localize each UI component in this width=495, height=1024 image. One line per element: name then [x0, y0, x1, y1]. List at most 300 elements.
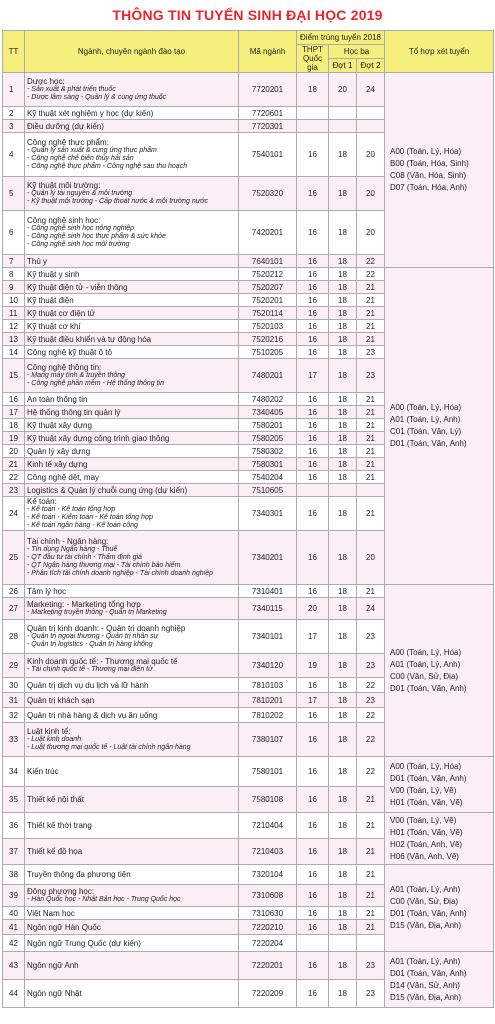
row-major-name: An toàn thông tin — [27, 394, 88, 404]
row-major — [25, 693, 239, 708]
row-dot2: 22 — [357, 708, 385, 723]
row-major — [25, 813, 239, 839]
row-major-name: Truyền thông đa phương tiện — [27, 870, 131, 879]
row-major-sub: - Công nghệ sinh học thực phẩm & sức khỏe — [27, 233, 166, 240]
row-dot2: 20 — [357, 133, 385, 177]
row-major — [25, 445, 239, 458]
row-tt: 25 — [3, 531, 25, 585]
row-major-name: Quản trị kinh doanh: - Quản trị doanh nghiệp — [27, 624, 186, 633]
row-tt: 26 — [3, 585, 25, 598]
row-thpt: 17 — [297, 620, 329, 654]
row-code: 7810202 — [239, 708, 297, 723]
row-dot1: 18 — [329, 885, 357, 907]
row-tt: 29 — [3, 654, 25, 678]
row-tt: 36 — [3, 813, 25, 839]
row-major-sub: - Hàn Quốc học - Nhật Bản học - Trung Quốc học — [27, 896, 181, 903]
combo-line: H01 (Toán, Văn, Vẽ) — [390, 797, 463, 807]
row-thpt — [297, 484, 329, 497]
row-dot2: 23 — [357, 980, 385, 1008]
row-tt: 27 — [3, 598, 25, 620]
row-dot1: 18 — [329, 980, 357, 1008]
row-dot2: 20 — [357, 177, 385, 211]
row-dot1: 18 — [329, 531, 357, 585]
row-tt: 44 — [3, 980, 25, 1008]
row-code: 7580205 — [239, 432, 297, 445]
row-tt: 35 — [3, 787, 25, 813]
row-tt: 32 — [3, 708, 25, 723]
row-code: 7720301 — [239, 120, 297, 133]
row-thpt: 16 — [297, 885, 329, 907]
row-dot1: 18 — [329, 419, 357, 432]
header-dot2: Đợt 2 — [357, 59, 385, 73]
row-major-sub: - Công nghệ sinh học môi trường — [27, 241, 130, 248]
row-major — [25, 497, 239, 531]
row-dot1: 18 — [329, 708, 357, 723]
row-code: 7580108 — [239, 787, 297, 813]
row-major-name: Logistics & Quản lý chuỗi cung ứng (dự kiến) — [27, 485, 188, 495]
header-major: Ngành, chuyên ngành đào tạo — [25, 31, 239, 73]
row-dot2: 21 — [357, 839, 385, 865]
row-thpt: 16 — [297, 723, 329, 757]
row-dot1: 18 — [329, 865, 357, 885]
row-tt: 43 — [3, 952, 25, 980]
row-dot2: 21 — [357, 585, 385, 598]
row-dot2: 22 — [357, 268, 385, 281]
row-thpt: 16 — [297, 531, 329, 585]
combo-line: D01 (Toán, Văn, Anh) — [390, 909, 467, 918]
row-dot1: 18 — [329, 268, 357, 281]
row-dot2: 23 — [357, 359, 385, 393]
row-major-name: Ngôn ngữ Hàn Quốc — [27, 922, 101, 932]
row-dot1: 18 — [329, 952, 357, 980]
row-code: 7580301 — [239, 458, 297, 471]
combo-line: A01 (Toán, Lý, Anh) — [390, 885, 461, 894]
row-tt: 38 — [3, 865, 25, 885]
table-row — [3, 865, 494, 885]
row-major-sub: - Kế toán - Kiểm toán - Kế toán tổng hợp — [27, 514, 154, 521]
row-dot1: 18 — [329, 813, 357, 839]
combo-line: D15 (Văn, Địa, Anh) — [390, 992, 462, 1002]
row-dot2: 21 — [357, 813, 385, 839]
row-code: 7520216 — [239, 333, 297, 346]
row-major-name: Kinh tế xây dựng — [27, 459, 88, 469]
row-code: 7810201 — [239, 693, 297, 708]
row-dot2: 21 — [357, 497, 385, 531]
row-major-name: Kỹ thuật điện — [27, 295, 74, 305]
row-code: 7480202 — [239, 393, 297, 406]
row-thpt: 16 — [297, 757, 329, 787]
combo-line: D14 (Văn, Sử, Anh) — [390, 980, 460, 990]
row-major-sub: - Tài chính quốc tế - Thương mại điện tử — [27, 666, 153, 673]
row-dot1: 18 — [329, 757, 357, 787]
row-major — [25, 294, 239, 307]
row-code: 7220204 — [239, 935, 297, 952]
row-major — [25, 531, 239, 585]
row-major — [25, 654, 239, 678]
row-thpt: 20 — [297, 598, 329, 620]
row-tt: 9 — [3, 281, 25, 294]
row-tt: 5 — [3, 177, 25, 211]
row-dot2: 21 — [357, 406, 385, 419]
row-dot1: 18 — [329, 620, 357, 654]
row-major — [25, 406, 239, 419]
header-thpt: THPT Quốc gia — [297, 45, 329, 73]
row-tt: 15 — [3, 359, 25, 393]
row-dot2: 21 — [357, 471, 385, 484]
row-dot2: 22 — [357, 757, 385, 787]
row-major-sub: - QT đầu tư tài chính - Thẩm định giá — [27, 554, 142, 561]
row-dot1: 18 — [329, 294, 357, 307]
row-major-sub: - Luật thương mại quốc tế - Luật tài chính ngân hàng — [27, 744, 191, 751]
row-code: 7510205 — [239, 346, 297, 359]
row-dot1: 18 — [329, 307, 357, 320]
row-thpt: 16 — [297, 133, 329, 177]
row-major-name: Thiết kế thời trang — [27, 821, 92, 830]
row-code: 7340120 — [239, 654, 297, 678]
row-major-sub: - Công nghệ thực phẩm - Công nghệ sau thu hoạch — [27, 163, 188, 170]
row-dot1: 18 — [329, 787, 357, 813]
row-dot1: 18 — [329, 133, 357, 177]
row-thpt: 16 — [297, 839, 329, 865]
row-dot1 — [329, 484, 357, 497]
combo-line: C01 (Toán, Văn, Lý) — [390, 427, 462, 436]
combo-line: H01 (Toán, Văn, Vẽ) — [390, 827, 463, 837]
row-code: 7520103 — [239, 320, 297, 333]
row-dot2: 21 — [357, 294, 385, 307]
row-dot2: 24 — [357, 598, 385, 620]
row-tt: 6 — [3, 211, 25, 255]
row-code: 7420201 — [239, 211, 297, 255]
header-hocba: Học bạ — [329, 45, 385, 59]
row-dot1 — [329, 120, 357, 133]
admission-table — [2, 30, 494, 1008]
row-dot2: 21 — [357, 281, 385, 294]
row-tt: 22 — [3, 471, 25, 484]
row-tt: 34 — [3, 757, 25, 787]
row-major-name: Đông phương học: — [27, 887, 95, 896]
row-major — [25, 935, 239, 952]
row-tt: 37 — [3, 839, 25, 865]
row-dot1: 18 — [329, 920, 357, 935]
row-tt: 33 — [3, 723, 25, 757]
row-major-sub: - Kế toán - Kế toán tổng hợp — [27, 506, 116, 513]
combo-cell — [385, 268, 494, 585]
row-major-name: Kỹ thuật xây dựng công trình giao thông — [27, 433, 170, 443]
row-code: 7580201 — [239, 419, 297, 432]
row-major-name: Điều dưỡng (dự kiến) — [27, 121, 104, 131]
row-tt: 17 — [3, 406, 25, 419]
row-major-sub: - Marketing truyền thông - Quản trị Marketing — [27, 609, 167, 616]
combo-cell — [385, 73, 494, 268]
row-major-name: Tâm lý học — [27, 586, 67, 596]
row-dot2: 21 — [357, 458, 385, 471]
row-thpt: 16 — [297, 907, 329, 920]
row-code: 7720601 — [239, 107, 297, 120]
row-code: 7580101 — [239, 757, 297, 787]
combo-line: C00 (Văn, Sử, Địa) — [390, 671, 459, 681]
header-code: Mã ngành — [239, 31, 297, 73]
row-major — [25, 133, 239, 177]
row-dot1: 18 — [329, 693, 357, 708]
row-dot2: 22 — [357, 723, 385, 757]
row-code: 7640101 — [239, 255, 297, 268]
row-tt: 24 — [3, 497, 25, 531]
row-tt: 40 — [3, 907, 25, 920]
row-tt: 23 — [3, 484, 25, 497]
row-dot2: 21 — [357, 787, 385, 813]
row-dot1: 18 — [329, 678, 357, 693]
row-major-sub: - Kế toán ngân hàng - Kế toán công — [27, 522, 138, 529]
row-code: 7220210 — [239, 920, 297, 935]
row-code: 7340405 — [239, 406, 297, 419]
row-thpt: 16 — [297, 813, 329, 839]
row-code: 7520201 — [239, 294, 297, 307]
row-code: 7380107 — [239, 723, 297, 757]
row-major-name: Marketing: - Marketing tổng hợp — [27, 600, 141, 609]
row-dot1 — [329, 107, 357, 120]
row-major — [25, 107, 239, 120]
row-dot1: 18 — [329, 598, 357, 620]
row-tt: 42 — [3, 935, 25, 952]
row-major-sub: - Công nghệ chế biến thủy hải sản — [27, 155, 134, 162]
combo-line: D15 (Văn, Địa, Anh) — [390, 921, 462, 930]
row-tt: 16 — [3, 393, 25, 406]
row-major — [25, 255, 239, 268]
row-major-name: Kỹ thuật điều khiển và tự động hóa — [27, 334, 152, 344]
row-dot1: 18 — [329, 585, 357, 598]
row-thpt: 16 — [297, 787, 329, 813]
row-major — [25, 458, 239, 471]
row-dot2: 22 — [357, 678, 385, 693]
row-thpt: 16 — [297, 177, 329, 211]
table-row — [3, 952, 494, 980]
row-tt: 31 — [3, 693, 25, 708]
row-dot2: 21 — [357, 333, 385, 346]
row-major — [25, 359, 239, 393]
row-dot2: 20 — [357, 531, 385, 585]
row-thpt: 17 — [297, 359, 329, 393]
row-major-name: Dược học: — [27, 77, 65, 86]
row-thpt: 18 — [297, 73, 329, 107]
row-tt: 2 — [3, 107, 25, 120]
row-major-name: Ngôn ngữ Nhật — [27, 989, 82, 998]
row-dot2 — [357, 107, 385, 120]
row-thpt: 16 — [297, 333, 329, 346]
row-major — [25, 885, 239, 907]
row-code: 7210403 — [239, 839, 297, 865]
row-tt: 12 — [3, 320, 25, 333]
row-dot2: 21 — [357, 907, 385, 920]
combo-cell — [385, 757, 494, 813]
row-major — [25, 432, 239, 445]
row-code: 7520207 — [239, 281, 297, 294]
row-dot2: 21 — [357, 320, 385, 333]
row-code: 7810103 — [239, 678, 297, 693]
row-major — [25, 839, 239, 865]
page-title: THÔNG TIN TUYỂN SINH ĐẠI HỌC 2019 — [112, 7, 383, 23]
row-dot1: 18 — [329, 839, 357, 865]
row-code: 7310608 — [239, 885, 297, 907]
row-code: 7520212 — [239, 268, 297, 281]
row-thpt: 16 — [297, 307, 329, 320]
row-major-sub: - Tín dụng Ngân hàng - Thuế — [27, 546, 118, 553]
row-code: 7340101 — [239, 620, 297, 654]
row-dot2: 24 — [357, 73, 385, 107]
combo-line: A01 (Toán, Lý, Anh) — [390, 659, 461, 669]
row-major — [25, 678, 239, 693]
row-dot2 — [357, 484, 385, 497]
row-major — [25, 620, 239, 654]
row-thpt: 16 — [297, 497, 329, 531]
row-major — [25, 920, 239, 935]
row-thpt: 16 — [297, 445, 329, 458]
row-major-name: Thiết kế đồ họa — [27, 847, 83, 856]
row-major-name: Quản lý xây dựng — [27, 446, 91, 456]
row-thpt — [297, 935, 329, 952]
row-major — [25, 598, 239, 620]
row-code: 7480201 — [239, 359, 297, 393]
row-major — [25, 723, 239, 757]
row-tt: 39 — [3, 885, 25, 907]
row-tt: 11 — [3, 307, 25, 320]
combo-line: B00 (Toán, Hóa, Sinh) — [390, 159, 469, 168]
row-major-sub: - Công nghệ phần mềm - Hệ thống thông tin — [27, 380, 164, 387]
row-dot1: 18 — [329, 406, 357, 419]
combo-line: A00 (Toán, Lý, Hóa) — [390, 647, 462, 657]
row-tt: 7 — [3, 255, 25, 268]
header-dot1: Đợt 1 — [329, 59, 357, 73]
row-major — [25, 419, 239, 432]
row-major-name: Kiến trúc — [27, 767, 59, 776]
row-major-sub: - QT Ngân hàng thương mại - Tài chính bảo hiểm — [27, 562, 181, 569]
row-major — [25, 177, 239, 211]
row-code: 7320104 — [239, 865, 297, 885]
combo-line: A00 (Toán, Lý, Hóa) — [390, 147, 462, 156]
row-dot2: 23 — [357, 620, 385, 654]
row-dot1: 18 — [329, 333, 357, 346]
row-major — [25, 952, 239, 980]
row-dot1: 18 — [329, 458, 357, 471]
row-dot1: 18 — [329, 393, 357, 406]
row-major-name: Công nghệ thực phẩm: — [27, 138, 109, 147]
row-major-name: Thiết kế nội thất — [27, 795, 84, 804]
combo-cell — [385, 865, 494, 952]
combo-cell — [385, 952, 494, 1008]
row-major-sub: - Quản lý sản xuất & cung ứng thực phẩm — [27, 147, 157, 154]
row-code: 7580302 — [239, 445, 297, 458]
row-major-name: Quản trị khách sạn — [27, 695, 95, 705]
row-dot2: 21 — [357, 445, 385, 458]
combo-cell — [385, 585, 494, 757]
row-tt: 10 — [3, 294, 25, 307]
row-major — [25, 787, 239, 813]
row-dot1: 18 — [329, 723, 357, 757]
row-code: 7510605 — [239, 484, 297, 497]
row-major — [25, 73, 239, 107]
row-tt: 4 — [3, 133, 25, 177]
row-dot2: 20 — [357, 211, 385, 255]
row-thpt: 16 — [297, 346, 329, 359]
row-dot1: 18 — [329, 471, 357, 484]
row-thpt: 16 — [297, 294, 329, 307]
row-major — [25, 585, 239, 598]
row-dot1: 18 — [329, 211, 357, 255]
row-dot1: 18 — [329, 445, 357, 458]
combo-line: D01 (Toán, Văn, Anh) — [390, 683, 467, 693]
row-dot1: 18 — [329, 320, 357, 333]
row-major-name: Công nghệ kỹ thuật ô tô — [27, 347, 112, 357]
row-major — [25, 120, 239, 133]
row-dot1 — [329, 935, 357, 952]
row-major-name: Kế toán: — [27, 497, 57, 506]
combo-line: D01 (Toán, Văn, Anh) — [390, 439, 467, 448]
combo-line: D01 (Toán, Văn, Anh) — [390, 968, 467, 978]
row-major-name: Kỹ thuật môi trường: — [27, 181, 101, 190]
row-major — [25, 346, 239, 359]
table-body — [3, 73, 494, 1008]
row-major — [25, 708, 239, 723]
row-tt: 30 — [3, 678, 25, 693]
table-row — [3, 757, 494, 787]
row-thpt: 16 — [297, 471, 329, 484]
row-major — [25, 281, 239, 294]
row-thpt: 16 — [297, 419, 329, 432]
row-major — [25, 757, 239, 787]
table-row — [3, 813, 494, 839]
row-code: 7520320 — [239, 177, 297, 211]
row-major-name: Kỹ thuật điện tử - viễn thông — [27, 282, 128, 292]
row-dot1: 18 — [329, 255, 357, 268]
row-major-sub: - Quản trị ngoại thương - Quản trị nhân sự — [27, 633, 159, 640]
combo-line: D01 (Toán, Văn, Anh) — [390, 773, 467, 783]
row-code: 7220201 — [239, 952, 297, 980]
row-major-sub: - Luật kinh doanh — [27, 736, 82, 743]
combo-line: V00 (Toán, Lý, Vẽ) — [390, 785, 457, 795]
table-row — [3, 585, 494, 598]
row-code: 7340115 — [239, 598, 297, 620]
row-major-name: Quản trị dịch vụ du lịch và lữ hành — [27, 680, 149, 690]
row-dot2: 22 — [357, 255, 385, 268]
row-major-name: Việt Nam học — [27, 908, 75, 918]
row-tt: 8 — [3, 268, 25, 281]
row-dot1: 18 — [329, 907, 357, 920]
combo-line: C00 (Văn, Sử, Địa) — [390, 897, 459, 906]
row-code: 7520114 — [239, 307, 297, 320]
row-code: 7340301 — [239, 497, 297, 531]
row-code: 7310401 — [239, 585, 297, 598]
row-major-sub: - Quản trị logistics - Quản trị hàng không — [27, 641, 153, 648]
row-thpt: 16 — [297, 458, 329, 471]
row-major — [25, 333, 239, 346]
combo-line: D07 (Toán, Hóa, Anh) — [390, 183, 467, 192]
row-thpt: 19 — [297, 654, 329, 678]
row-tt: 21 — [3, 458, 25, 471]
row-thpt: 16 — [297, 585, 329, 598]
row-major-name: Thú y — [27, 256, 48, 266]
combo-line: A01 (Toán, Lý, Anh) — [390, 415, 461, 424]
row-tt: 19 — [3, 432, 25, 445]
row-major-name: Kinh doanh quốc tế: - Thương mại quốc tế — [27, 657, 178, 666]
combo-line: A00 (Toán, Lý, Hóa) — [390, 403, 462, 412]
row-code: 7220209 — [239, 980, 297, 1008]
row-major-sub: - Công nghệ sinh học nông nghiệp — [27, 225, 135, 232]
row-dot1: 18 — [329, 654, 357, 678]
row-dot2: 23 — [357, 693, 385, 708]
row-dot2: 23 — [357, 952, 385, 980]
row-dot1: 20 — [329, 73, 357, 107]
row-tt: 28 — [3, 620, 25, 654]
row-dot2: 21 — [357, 885, 385, 907]
